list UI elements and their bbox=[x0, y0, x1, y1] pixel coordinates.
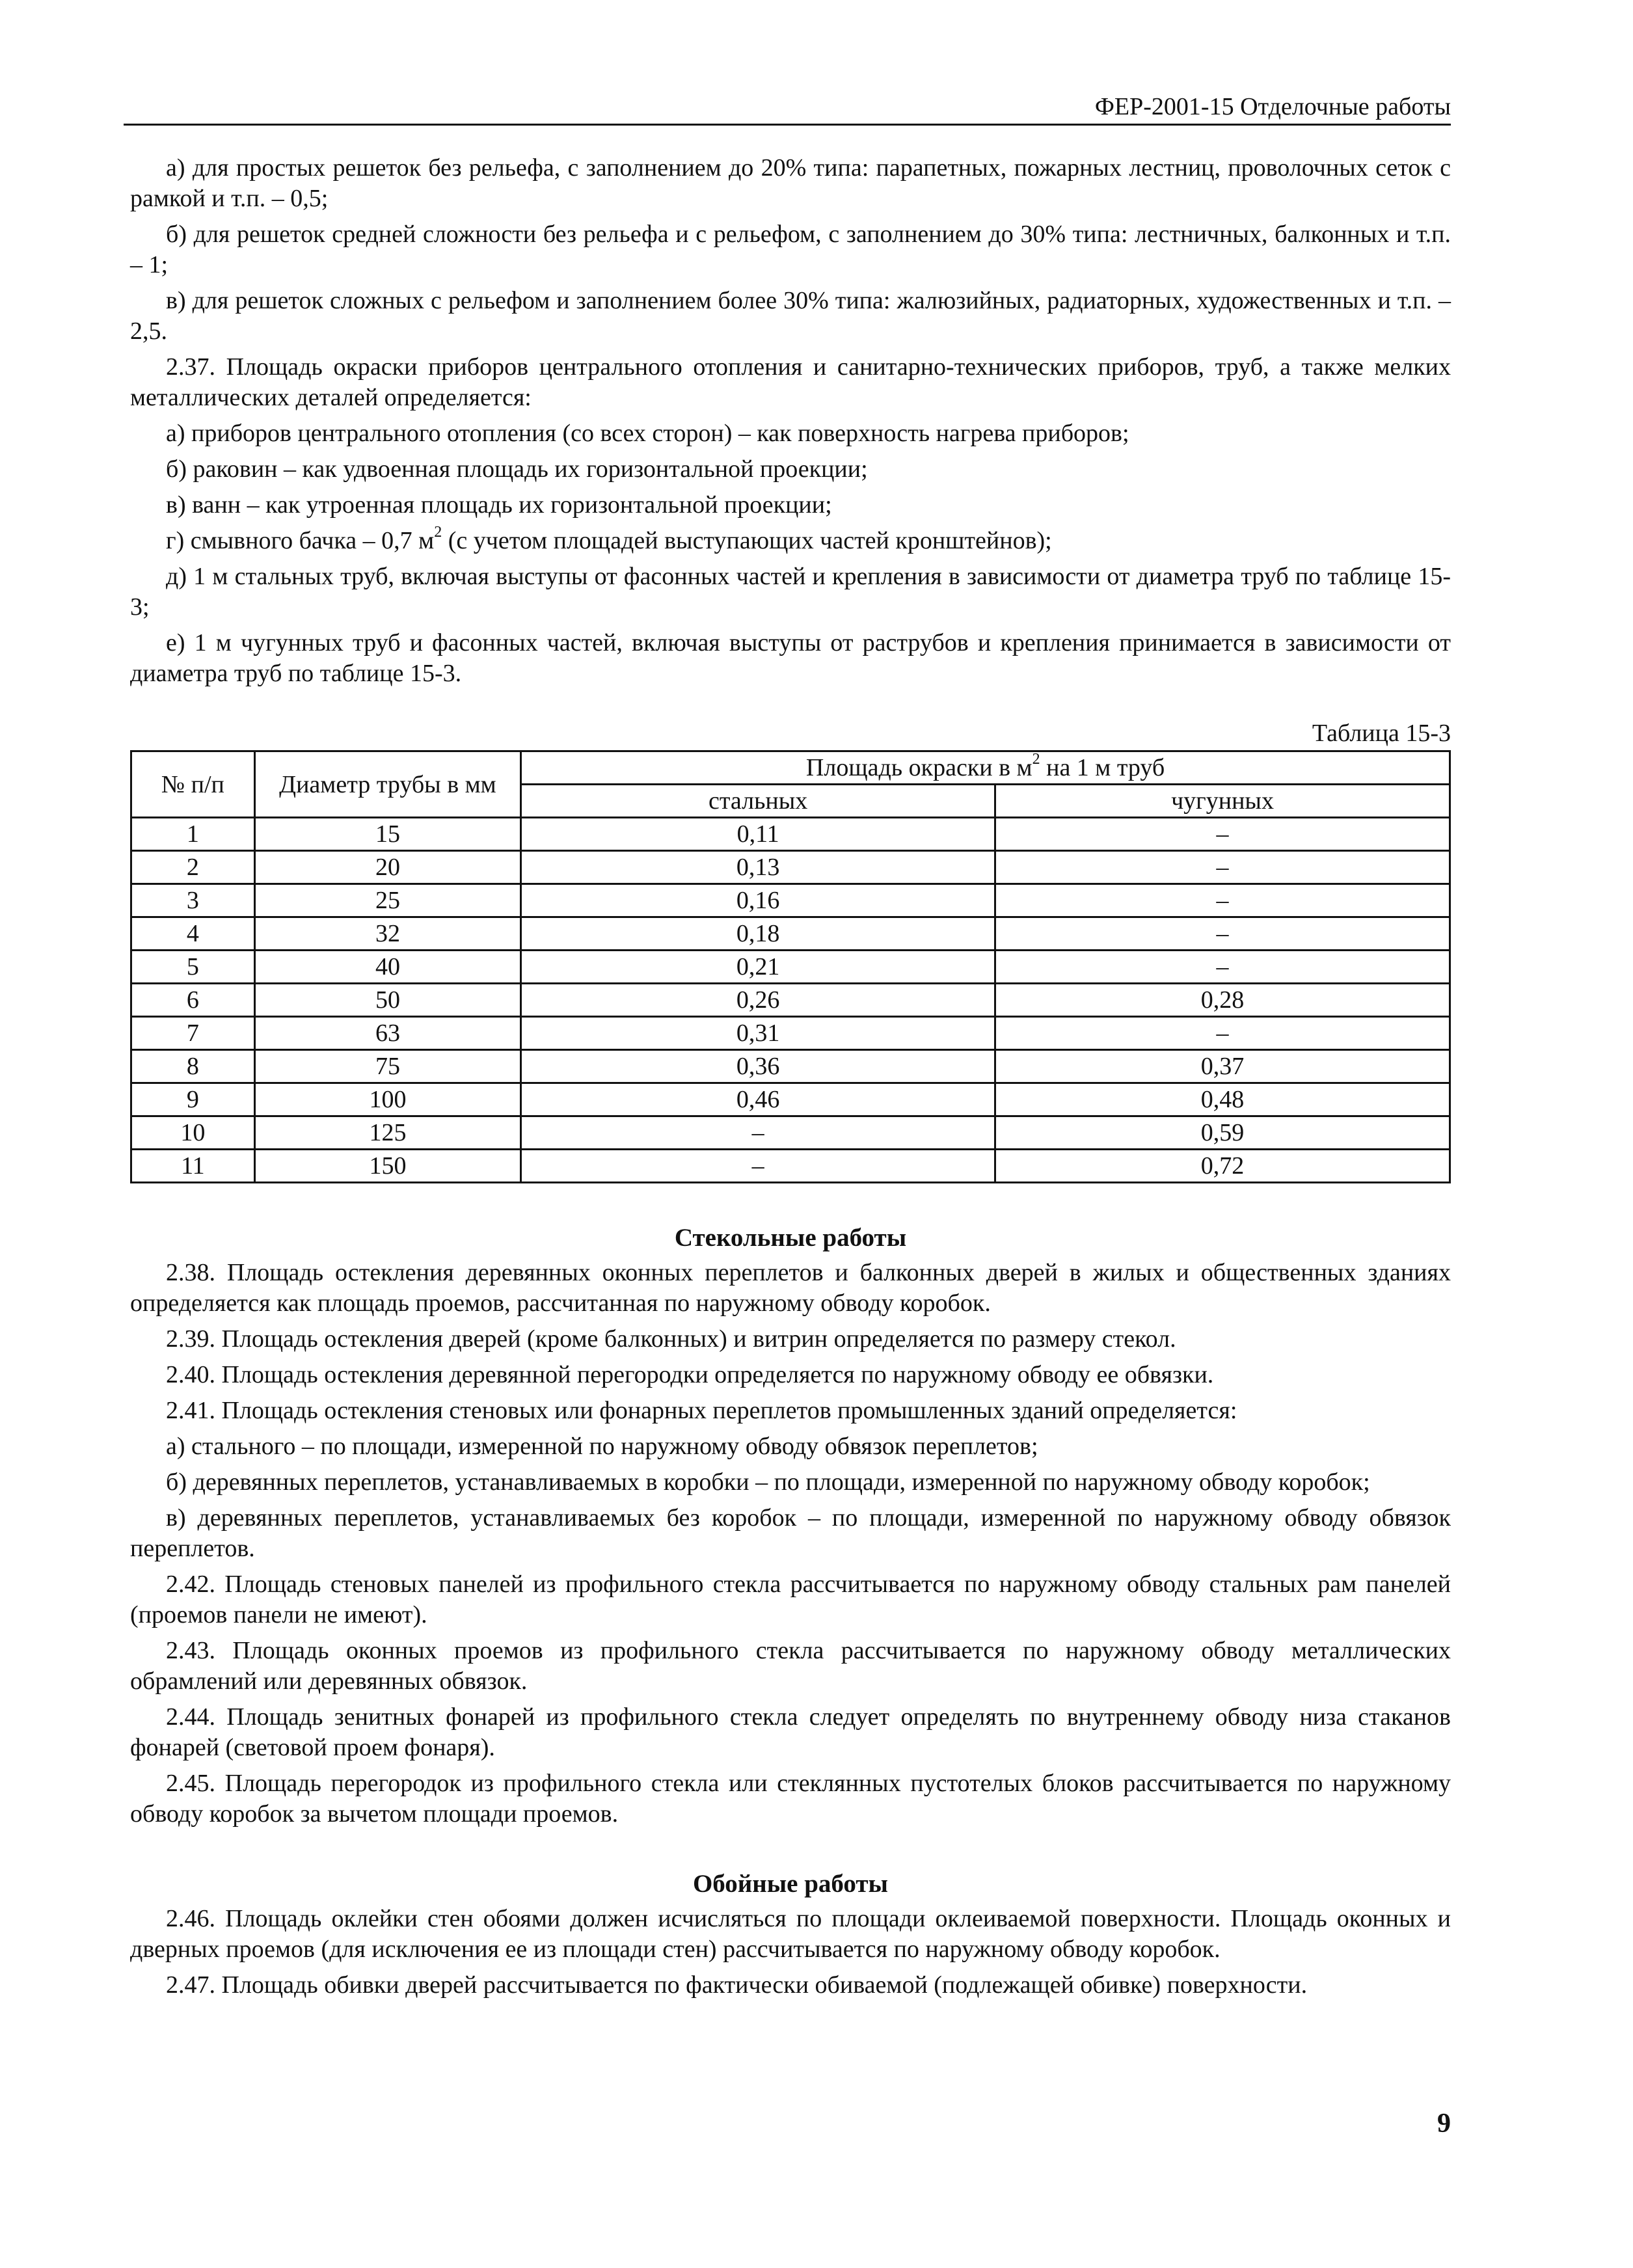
page-number: 9 bbox=[1437, 2109, 1451, 2139]
table-row bbox=[131, 1083, 1450, 1116]
paragraph: в) деревянных переплетов, устанавливаемых без коробок – по площади, измеренной по наружному обводу обвязок переплетов. bbox=[130, 1504, 1451, 1562]
intro-paragraphs bbox=[130, 153, 1451, 689]
table-row bbox=[131, 1050, 1450, 1083]
table-cell: – bbox=[995, 851, 1450, 884]
paragraph: а) для простых решеток без рельефа, с заполнением до 20% типа: парапетных, пожарных лестниц, проволочных сеток с рамкой и т.п. – 0,5; bbox=[130, 154, 1451, 212]
table-cell: – bbox=[995, 917, 1450, 951]
table-row bbox=[131, 851, 1450, 884]
table-cell: 20 bbox=[254, 851, 520, 884]
table-cell: 40 bbox=[254, 951, 520, 984]
col-header-iron: чугунных bbox=[995, 785, 1450, 818]
table-row bbox=[131, 951, 1450, 984]
section-title-glass: Стекольные работы bbox=[674, 1224, 907, 1252]
col-area-before: Площадь окраски в м bbox=[805, 754, 1032, 781]
table-cell: 63 bbox=[254, 1017, 520, 1050]
table-row bbox=[131, 984, 1450, 1017]
table-cell: 150 bbox=[254, 1150, 520, 1183]
paragraph: б) раковин – как удвоенная площадь их горизонтальной проекции; bbox=[166, 455, 868, 483]
paragraph: 2.47. Площадь обивки дверей рассчитывается по фактически обиваемой (подлежащей обивке) поверхности. bbox=[166, 1971, 1308, 1999]
col-header-num: № п/п bbox=[131, 751, 255, 818]
paragraph: а) приборов центрального отопления (со всех сторон) – как поверхность нагрева приборов; bbox=[166, 420, 1129, 447]
pipe-area-table bbox=[130, 750, 1451, 1183]
table-cell: – bbox=[995, 884, 1450, 917]
paragraph: 2.44. Площадь зенитных фонарей из профильного стекла следует определять по внутреннему обводу низа стаканов фонарей (световой проем фонаря). bbox=[130, 1703, 1451, 1761]
table-body bbox=[131, 818, 1450, 1183]
table-cell: – bbox=[995, 818, 1450, 851]
col-header-steel: стальных bbox=[521, 785, 995, 818]
page-header: ФЕР-2001-15 Отделочные работы bbox=[124, 91, 1451, 126]
paragraph: 2.42. Площадь стеновых панелей из профильного стекла рассчитывается по наружному обводу стальных рам панелей (проемов панели не имеют). bbox=[130, 1571, 1451, 1628]
table-cell: 0,26 bbox=[521, 984, 995, 1017]
table-cell: 0,48 bbox=[995, 1083, 1450, 1116]
paragraph: д) 1 м стальных труб, включая выступы от фасонных частей и крепления в зависимости от диаметра труб по таблице 15-3; bbox=[130, 563, 1451, 621]
table-cell: – bbox=[995, 1017, 1450, 1050]
paragraph: а) стального – по площади, измеренной по наружному обводу обвязок переплетов; bbox=[166, 1433, 1038, 1460]
paragraph: е) 1 м чугунных труб и фасонных частей, включая выступы от раструбов и крепления принимается в зависимости от диаметра труб по таблице 15-3. bbox=[130, 629, 1451, 687]
table-cell: 75 bbox=[254, 1050, 520, 1083]
table-row bbox=[131, 884, 1450, 917]
section-title-wallpaper: Обойные работы bbox=[692, 1870, 889, 1898]
table-cell: 0,18 bbox=[521, 917, 995, 951]
table-cell: 25 bbox=[254, 884, 520, 917]
table-cell: 6 bbox=[131, 984, 255, 1017]
table-cell: 4 bbox=[131, 917, 255, 951]
para-g-sup: 2 bbox=[434, 524, 442, 541]
table-cell: 7 bbox=[131, 1017, 255, 1050]
paragraph: 2.40. Площадь остекления деревянной перегородки определяется по наружному обводу ее обвязки. bbox=[166, 1361, 1214, 1388]
col-area-sup: 2 bbox=[1032, 751, 1040, 768]
table-cell: 32 bbox=[254, 917, 520, 951]
table-cell: 100 bbox=[254, 1083, 520, 1116]
table-row bbox=[131, 917, 1450, 951]
paragraph: б) деревянных переплетов, устанавливаемых в коробки – по площади, измеренной по наружному обводу коробок; bbox=[166, 1468, 1370, 1496]
paragraph: 2.43. Площадь оконных проемов из профильного стекла рассчитывается по наружному обводу металлических обрамлений или деревянных обвязок. bbox=[130, 1637, 1451, 1695]
table-cell: 50 bbox=[254, 984, 520, 1017]
table-cell: 11 bbox=[131, 1150, 255, 1183]
wallpaper-paragraphs bbox=[130, 1904, 1451, 2001]
paragraph: б) для решеток средней сложности без рельефа и с рельефом, с заполнением до 30% типа: лестничных, балконных и т.п. – 1; bbox=[130, 221, 1451, 278]
table-cell: 0,46 bbox=[521, 1083, 995, 1116]
table-cell: 0,36 bbox=[521, 1050, 995, 1083]
table-cell: 8 bbox=[131, 1050, 255, 1083]
table-cell: 0,31 bbox=[521, 1017, 995, 1050]
table-row bbox=[131, 1017, 1450, 1050]
table-cell: 0,21 bbox=[521, 951, 995, 984]
table-cell: 15 bbox=[254, 818, 520, 851]
table-row bbox=[131, 1116, 1450, 1150]
table-cell: – bbox=[521, 1116, 995, 1150]
table-cell: 2 bbox=[131, 851, 255, 884]
table-cell: 0,59 bbox=[995, 1116, 1450, 1150]
table-cell: 0,13 bbox=[521, 851, 995, 884]
col-area-after: на 1 м труб bbox=[1040, 754, 1165, 781]
table-cell: 1 bbox=[131, 818, 255, 851]
para-g-after: (с учетом площадей выступающих частей кронштейнов); bbox=[442, 527, 1052, 554]
paragraph-g bbox=[130, 526, 1451, 556]
table-cell: 0,16 bbox=[521, 884, 995, 917]
paragraph: 2.41. Площадь остекления стеновых или фонарных переплетов промышленных зданий определяется: bbox=[166, 1397, 1237, 1424]
table-caption: Таблица 15-3 bbox=[1312, 720, 1451, 747]
col-header-area bbox=[521, 751, 1450, 785]
paragraph: 2.39. Площадь остекления дверей (кроме балконных) и витрин определяется по размеру стекол. bbox=[166, 1325, 1176, 1353]
paragraph: 2.37. Площадь окраски приборов центрального отопления и санитарно-технических приборов, труб, а также мелких металлических деталей определяется: bbox=[130, 353, 1451, 411]
table-cell: 3 bbox=[131, 884, 255, 917]
table-cell: 10 bbox=[131, 1116, 255, 1150]
paragraph: 2.46. Площадь оклейки стен обоями должен исчисляться по площади оклеиваемой поверхности. Площадь оконных и дверных проемов (для исключения ее из площади стен) рассчитывается по наружному обводу коробок. bbox=[130, 1905, 1451, 1963]
paragraph: в) для решеток сложных с рельефом и заполнением более 30% типа: жалюзийных, радиаторных, художественных и т.п. – 2,5. bbox=[130, 287, 1451, 345]
page-content bbox=[130, 153, 1451, 2006]
table-cell: 5 bbox=[131, 951, 255, 984]
paragraph: в) ванн – как утроенная площадь их горизонтальной проекции; bbox=[166, 491, 832, 519]
glass-paragraphs bbox=[130, 1258, 1451, 1829]
table-cell: 9 bbox=[131, 1083, 255, 1116]
table-cell: 0,72 bbox=[995, 1150, 1450, 1183]
para-g-before: г) смывного бачка – 0,7 м bbox=[166, 527, 435, 554]
col-header-diameter: Диаметр трубы в мм bbox=[254, 751, 520, 818]
table-cell: 0,37 bbox=[995, 1050, 1450, 1083]
table-row bbox=[131, 1150, 1450, 1183]
table-row bbox=[131, 818, 1450, 851]
paragraph: 2.38. Площадь остекления деревянных оконных переплетов и балконных дверей в жилых и общественных зданиях определяется как площадь проемов, рассчитанная по наружному обводу коробок. bbox=[130, 1259, 1451, 1317]
table-cell: – bbox=[995, 951, 1450, 984]
table-cell: 0,28 bbox=[995, 984, 1450, 1017]
paragraph: 2.45. Площадь перегородок из профильного стекла или стеклянных пустотелых блоков рассчитывается по наружному обводу коробок за вычетом площади проемов. bbox=[130, 1770, 1451, 1828]
table-cell: – bbox=[521, 1150, 995, 1183]
table-cell: 0,11 bbox=[521, 818, 995, 851]
table-cell: 125 bbox=[254, 1116, 520, 1150]
